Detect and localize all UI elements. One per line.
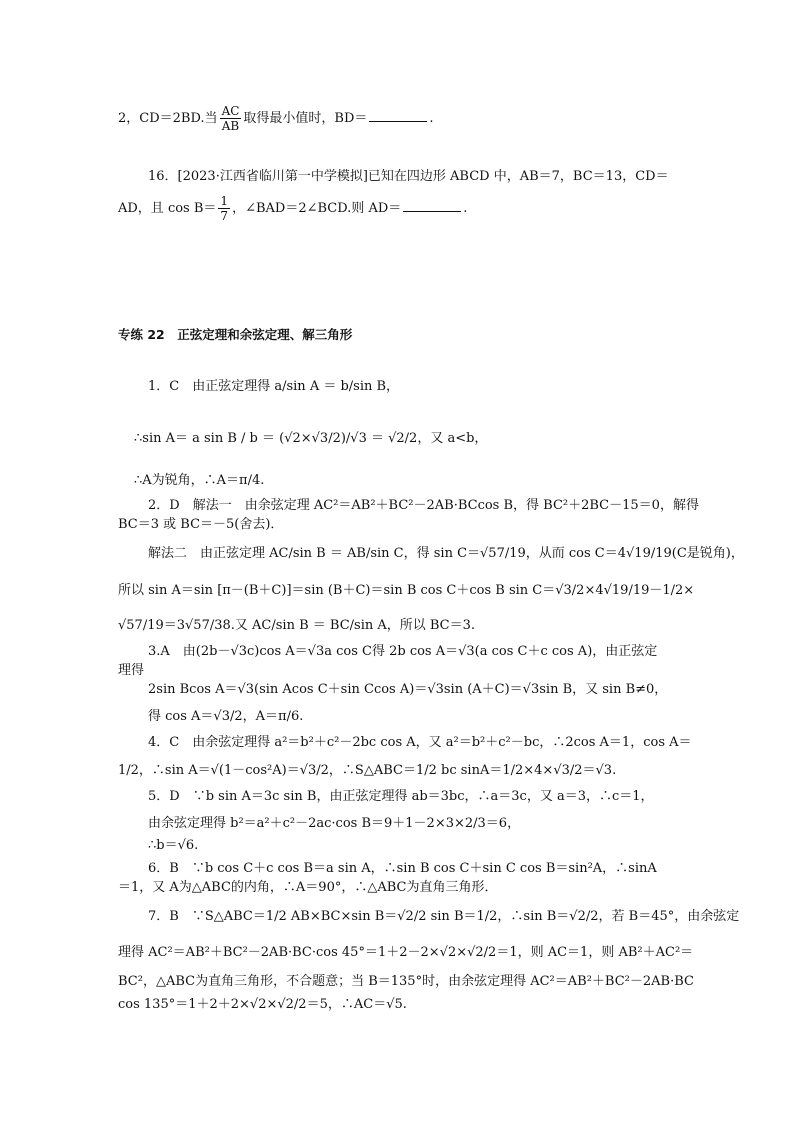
p16-end: . — [463, 201, 468, 216]
answer-5-line3: ∴b＝√6. — [148, 838, 199, 853]
p16-fraction — [218, 194, 230, 223]
p15-answer-blank[interactable] — [369, 109, 427, 122]
p15-end: . — [429, 111, 434, 126]
p16-prefix: AD，且 cos B＝ — [118, 201, 217, 216]
answer-3-line3: 2sin Bcos A＝√3(sin Acos C＋sin Ccos A)＝√3sin (A＋C)＝√3sin B，又 sin B≠0， — [148, 682, 668, 697]
answer-3-line1: 3.A 由(2b－√3c)cos A＝√3a cos C得 2b cos A＝√3(a cos C＋c cos A)，由正弦定 — [148, 644, 658, 659]
answer-1-line3: ∴A为锐角，∴A＝π/4. — [134, 473, 265, 488]
answer-1-line2: ∴sin A＝ a sin B / b ＝ (√2×√3/2)/√3 ＝ √2/2，又 a<b， — [134, 431, 488, 446]
answer-5-line2: 由余弦定理得 b²＝a²＋c²－2ac·cos B＝9＋1－2×3×2/3＝6， — [148, 816, 521, 831]
answer-5-line1: 5．D ∵b sin A＝3c sin B，由正弦定理得 ab＝3bc，∴a＝3c，又 a＝3，∴c＝1， — [148, 789, 654, 804]
answer-4-line2: 1/2，∴sin A＝√(1－cos²A)＝√3/2，∴S△ABC＝1/2 bc sinA＝1/2×4×√3/2＝√3. — [118, 763, 617, 778]
answer-7-line2: 理得 AC²＝AB²＋BC²－2AB·BC·cos 45°＝1＋2－2×√2×√2/2＝1，则 AC＝1，则 AB²＋AC²＝ — [118, 945, 694, 960]
answer-2-line1: 2．D 解法一 由余弦定理 AC²＝AB²＋BC²－2AB·BCcos B，得 BC²＋2BC－15＝0，解得 — [148, 498, 699, 513]
problem-16-line2 — [118, 194, 467, 223]
answer-2-line5: √57/19＝3√57/38.又 AC/sin B ＝ BC/sin A，所以 BC＝3. — [118, 618, 476, 633]
p15-frac-num: AC — [221, 104, 240, 118]
answer-7-line1: 7．B ∵S△ABC＝1/2 AB×BC×sin B＝√2/2 sin B＝1/2，∴sin B＝√2/2，若 B＝45°，由余弦定 — [148, 909, 740, 924]
answer-6-line1: 6．B ∵b cos C＋c cos B＝a sin A，∴sin B cos C＋sin C cos B＝sin²A，∴sinA — [148, 861, 657, 876]
answer-3-line2: 理得 — [118, 663, 145, 678]
p15-frac-den: AB — [221, 119, 240, 133]
p15-fraction — [220, 104, 242, 133]
p16-answer-blank[interactable] — [403, 199, 461, 212]
problem-16-line1: 16．[2023·江西省临川第一中学模拟]已知在四边形 ABCD 中，AB＝7，BC＝13，CD＝ — [148, 169, 669, 184]
answer-7-line3: BC²，△ABC为直角三角形，不合题意；当 B＝135°时，由余弦定理得 AC²＝AB²＋BC²－2AB·BC — [118, 974, 694, 989]
p16-frac-den: 7 — [220, 209, 229, 223]
answer-2-line3: 解法二 由正弦定理 AC/sin B ＝ AB/sin C，得 sin C＝√57/19，从而 cos C＝4√19/19(C是锐角)， — [148, 546, 744, 561]
answer-3-line4: 得 cos A＝√3/2，A＝π/6. — [148, 709, 304, 724]
answer-2-line4: 所以 sin A＝sin [π－(B＋C)]＝sin (B＋C)＝sin B cos C＋cos B sin C＝√3/2×4√19/19－1/2× — [118, 583, 695, 598]
p15-prefix: 2，CD＝2BD.当 — [118, 111, 218, 126]
p15-suffix: 取得最小值时，BD＝ — [243, 111, 368, 126]
answer-2-line2: BC＝3 或 BC＝－5(舍去)． — [118, 517, 284, 532]
answer-4-line1: 4．C 由余弦定理得 a²＝b²＋c²－2bc cos A，又 a²＝b²＋c²－bc，∴2cos A＝1，cos A＝ — [148, 735, 692, 750]
p16-frac-num: 1 — [220, 194, 229, 208]
problem-15-tail — [118, 104, 434, 133]
answer-7-line4: cos 135°＝1＋2＋2×√2×√2/2＝5，∴AC＝√5. — [118, 997, 407, 1012]
p16-suffix: ，∠BAD＝2∠BCD.则 AD＝ — [232, 201, 402, 216]
section-title: 专练 22 正弦定理和余弦定理、解三角形 — [118, 327, 353, 342]
answer-1-line1: 1．C 由正弦定理得 a/sin A ＝ b/sin B， — [148, 379, 400, 394]
answer-6-line2: ＝1，又 A为△ABC的内角，∴A＝90°，∴△ABC为直角三角形． — [118, 880, 498, 895]
